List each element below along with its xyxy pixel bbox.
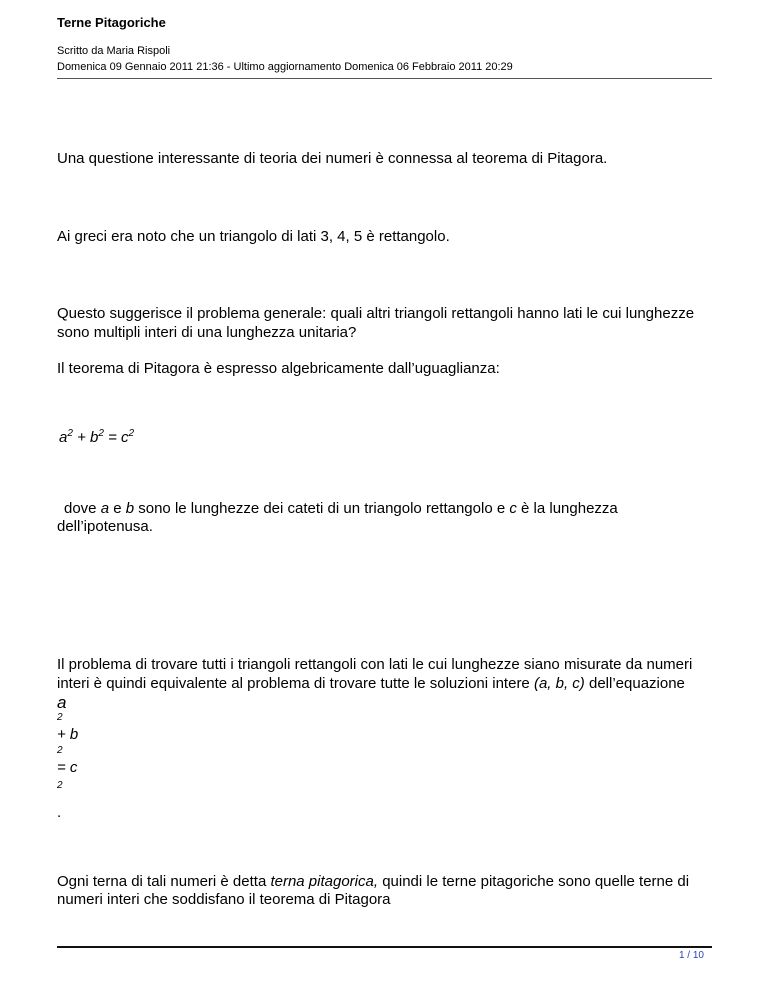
formula-exp-b: 2 <box>98 428 104 439</box>
footer-divider <box>57 946 712 948</box>
paragraph-2: Ai greci era noto che un triangolo di lati 3, 4, 5 è rettangolo. <box>57 228 450 245</box>
p5-var-a: a <box>100 500 110 517</box>
p5-lead: dove <box>64 500 101 517</box>
formula-a: a <box>59 429 68 446</box>
formula-b: b <box>90 429 99 446</box>
author-line: Scritto da Maria Rispoli <box>57 45 171 57</box>
paragraph-7-line-1 <box>57 873 689 890</box>
p6-start: interi è quindi equivalente al problema di trovare tutte le soluzioni intere <box>57 675 534 692</box>
header-divider <box>57 78 712 79</box>
paragraph-5-line-1 <box>64 500 618 517</box>
formula-plus: + <box>72 429 91 446</box>
broken-formula-a: a <box>57 693 67 712</box>
p6-italic: (a, b, c) <box>533 675 585 692</box>
formula-exp-c: 2 <box>128 428 135 439</box>
p5-var-b: b <box>125 500 135 517</box>
paragraph-4: Il teorema di Pitagora è espresso algebricamente dall’uguaglianza: <box>57 360 500 377</box>
p5-var-c: c <box>509 500 517 517</box>
paragraph-6-line-1: Il problema di trovare tutti i triangoli rettangoli con lati le cui lunghezze siano misurate da numeri <box>57 656 693 673</box>
p5-rest: sono le lunghezze dei cateti di un triangolo rettangolo e <box>134 500 510 517</box>
date-line: Domenica 09 Gennaio 2011 21:36 - Ultimo aggiornamento Domenica 06 Febbraio 2011 20:29 <box>57 61 513 73</box>
pythagorean-formula <box>59 428 134 446</box>
broken-formula-exp-3: 2 <box>57 780 63 791</box>
broken-formula-exp-1: 2 <box>57 712 63 723</box>
p5-conj: e <box>109 500 126 517</box>
page-number: 1 / 10 <box>678 950 704 961</box>
broken-formula-eq-c: = c <box>57 759 78 776</box>
paragraph-3-line-1: Questo suggerisce il problema generale: quali altri triangoli rettangoli hanno lati le cui lunghezze <box>57 305 695 322</box>
paragraph-6-line-2 <box>57 675 685 692</box>
p7-end: quindi le terne pitagoriche sono quelle terne di <box>378 873 690 890</box>
p6-end: dell’equazione <box>584 675 685 692</box>
broken-formula-period: . <box>57 804 62 821</box>
document-title: Terne Pitagoriche <box>57 15 166 30</box>
broken-formula-exp-2: 2 <box>57 745 63 756</box>
p5-tail: è la lunghezza <box>516 500 618 517</box>
p7-italic: terna pitagorica, <box>270 873 379 890</box>
paragraph-7-line-2: numeri interi che soddisfano il teorema di Pitagora <box>57 891 391 908</box>
formula-exp-a: 2 <box>67 428 73 439</box>
p7-start: Ogni terna di tali numeri è detta <box>57 873 271 890</box>
paragraph-1: Una questione interessante di teoria dei numeri è connessa al teorema di Pitagora. <box>57 150 608 167</box>
broken-formula-plus-b: + b <box>57 726 79 743</box>
paragraph-5-line-2: dell’ipotenusa. <box>57 518 153 535</box>
paragraph-3-line-2: sono multipli interi di una lunghezza unitaria? <box>57 324 357 341</box>
formula-c: c <box>121 429 129 446</box>
formula-equals: = <box>103 429 122 446</box>
